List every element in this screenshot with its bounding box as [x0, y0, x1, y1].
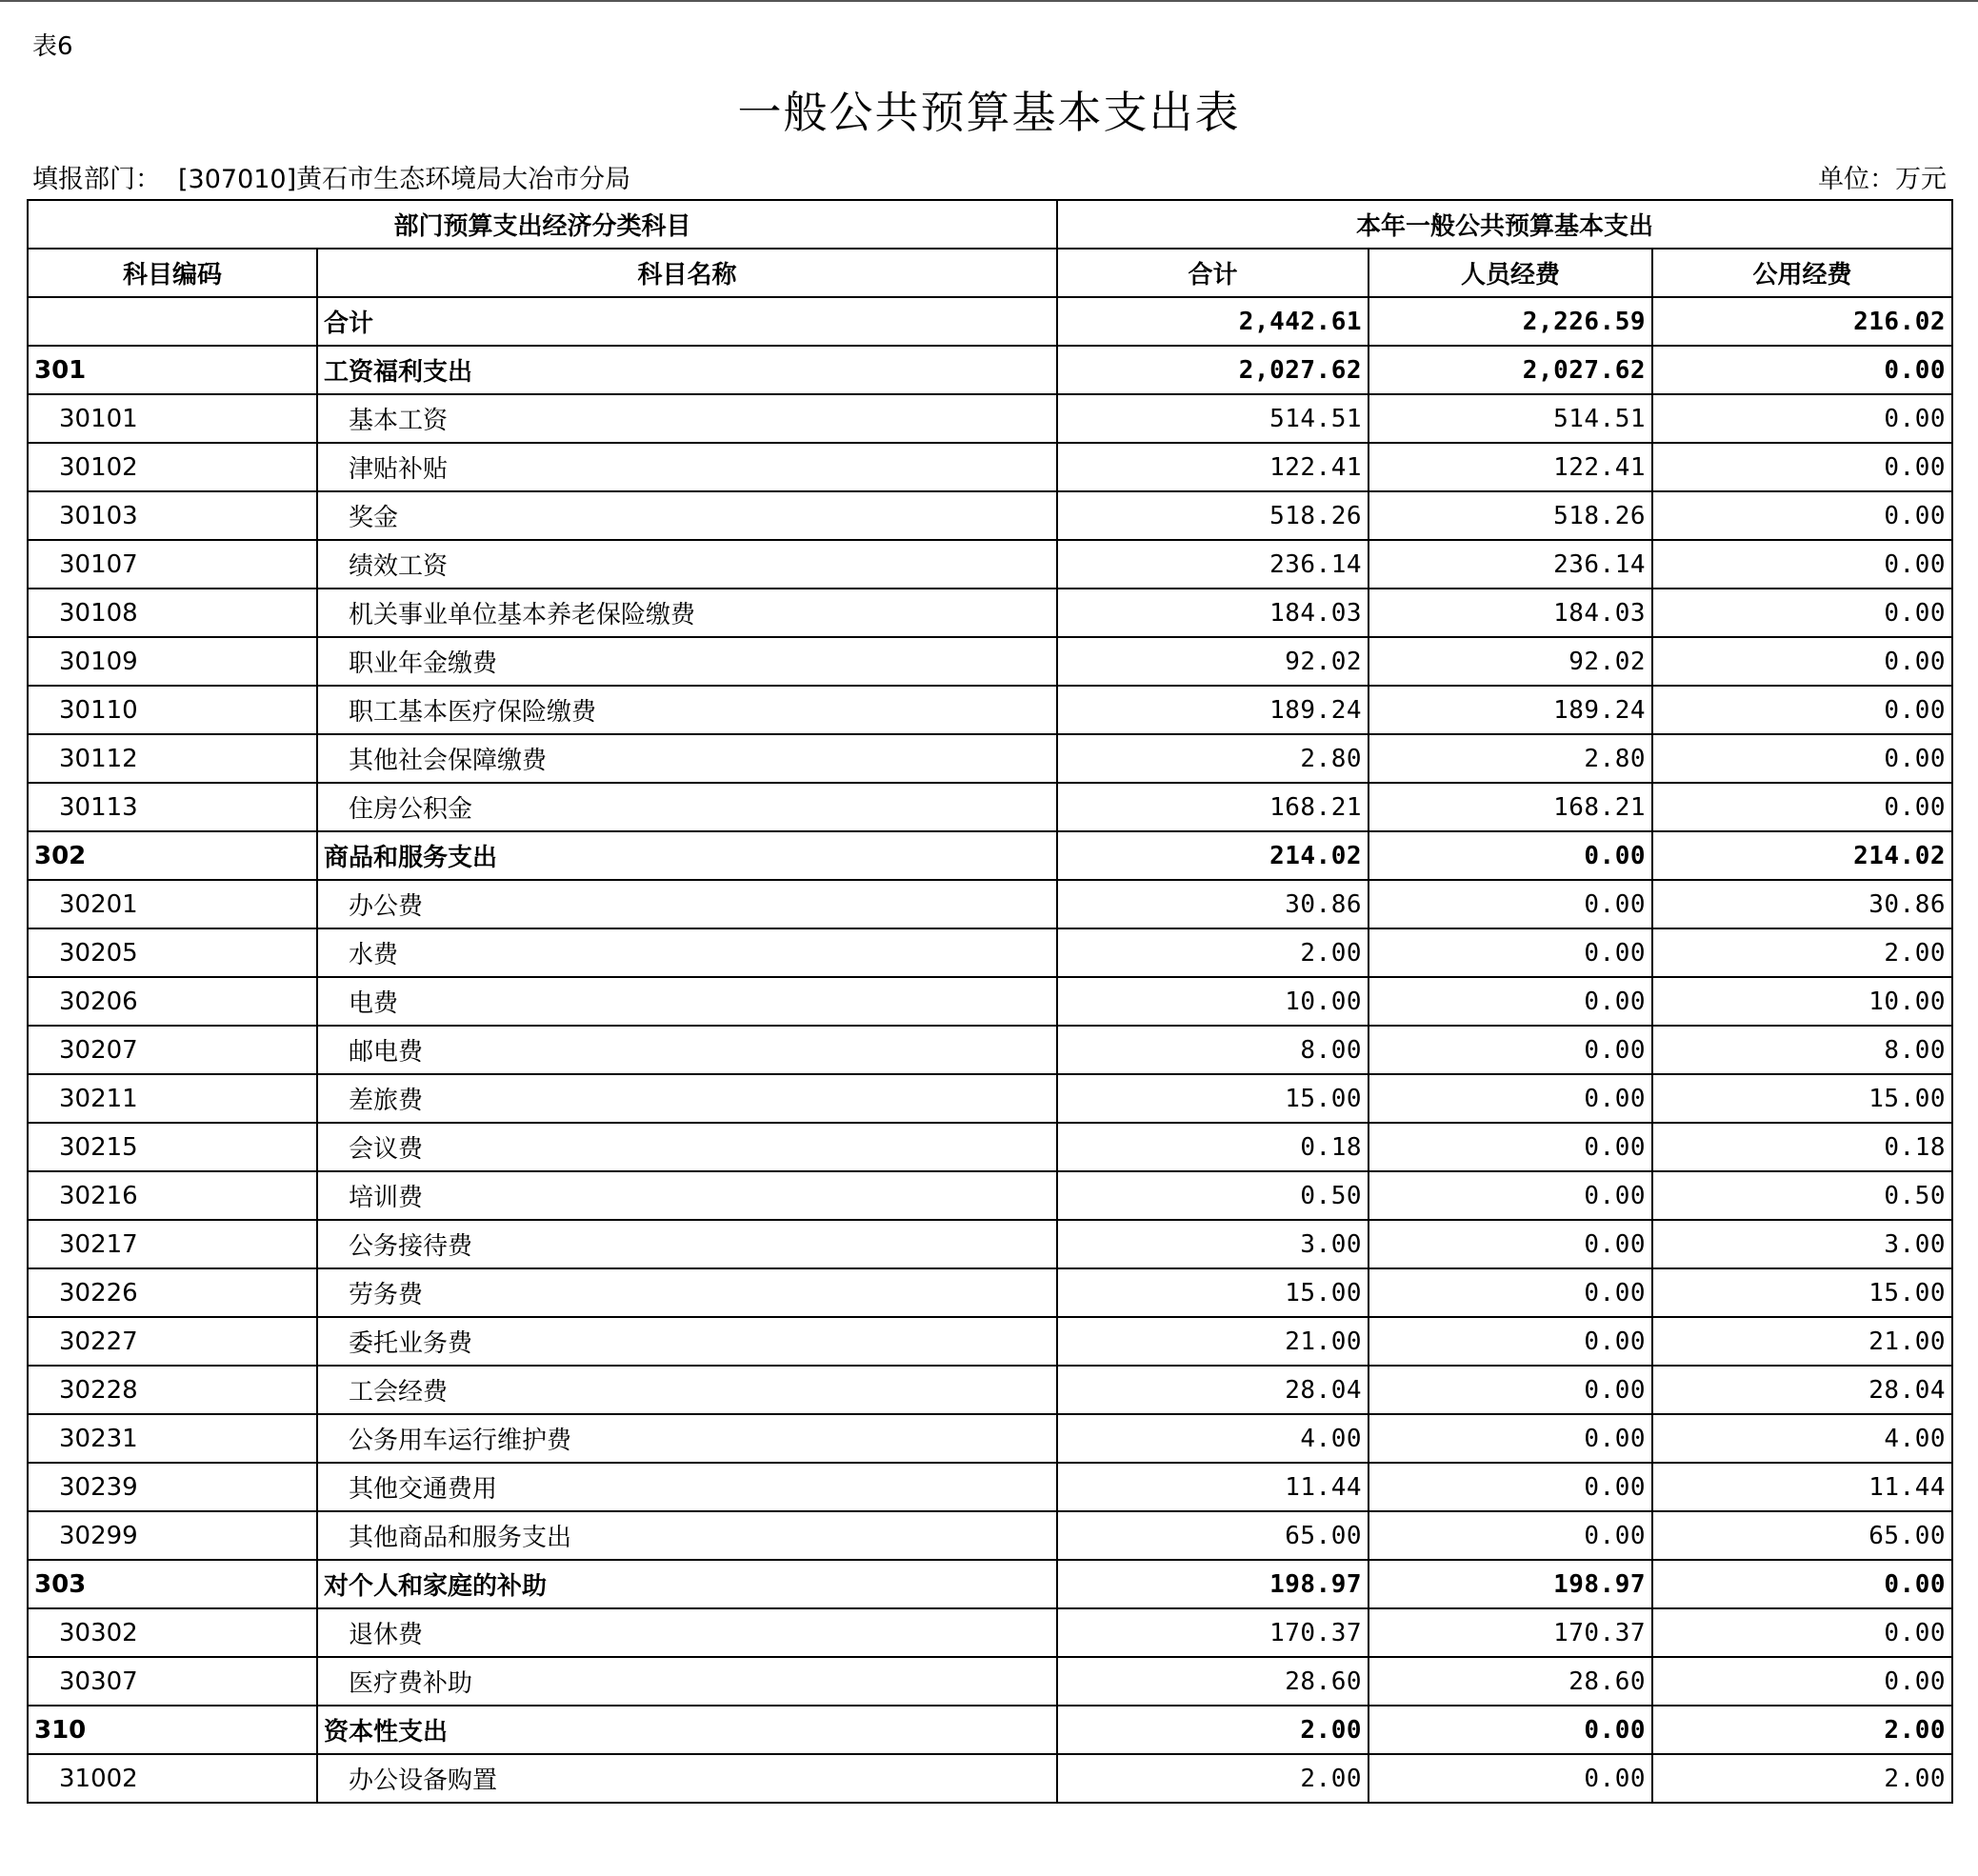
row-total: 92.02 — [1057, 637, 1369, 686]
row-public: 0.00 — [1652, 491, 1952, 540]
table-row — [28, 1463, 1952, 1511]
row-code: 30201 — [28, 880, 317, 928]
row-name: 电费 — [317, 977, 1057, 1026]
row-code: 30226 — [28, 1268, 317, 1317]
row-code — [28, 297, 317, 346]
row-code: 302 — [28, 831, 317, 880]
row-name: 其他交通费用 — [317, 1463, 1057, 1511]
row-code: 30110 — [28, 686, 317, 734]
table-row — [28, 831, 1952, 880]
table-number: 表6 — [32, 32, 73, 61]
row-name: 培训费 — [317, 1171, 1057, 1220]
table-row — [28, 1414, 1952, 1463]
row-name: 奖金 — [317, 491, 1057, 540]
row-code: 30107 — [28, 540, 317, 589]
row-total: 2.00 — [1057, 1706, 1369, 1754]
page-title: 一般公共预算基本支出表 — [737, 87, 1241, 138]
row-code: 30101 — [28, 394, 317, 443]
row-total: 3.00 — [1057, 1220, 1369, 1268]
row-name: 医疗费补助 — [317, 1657, 1057, 1706]
row-total: 15.00 — [1057, 1268, 1369, 1317]
row-total: 11.44 — [1057, 1463, 1369, 1511]
header-public: 公用经费 — [1652, 249, 1952, 297]
row-total: 2.80 — [1057, 734, 1369, 783]
row-code: 30205 — [28, 928, 317, 977]
row-code: 30215 — [28, 1123, 317, 1171]
row-total: 2,027.62 — [1057, 346, 1369, 394]
row-name: 资本性支出 — [317, 1706, 1057, 1754]
row-code: 303 — [28, 1560, 317, 1608]
row-name: 劳务费 — [317, 1268, 1057, 1317]
row-name: 委托业务费 — [317, 1317, 1057, 1366]
row-public: 28.04 — [1652, 1366, 1952, 1414]
row-public: 2.00 — [1652, 928, 1952, 977]
table-row — [28, 1123, 1952, 1171]
row-public: 3.00 — [1652, 1220, 1952, 1268]
table-row — [28, 1511, 1952, 1560]
row-total: 168.21 — [1057, 783, 1369, 831]
row-total: 28.60 — [1057, 1657, 1369, 1706]
row-name: 商品和服务支出 — [317, 831, 1057, 880]
top-border-line — [0, 0, 1978, 2]
row-total: 2.00 — [1057, 928, 1369, 977]
row-public: 0.00 — [1652, 540, 1952, 589]
row-personnel: 514.51 — [1369, 394, 1652, 443]
row-personnel: 184.03 — [1369, 589, 1652, 637]
row-total: 170.37 — [1057, 1608, 1369, 1657]
row-personnel: 92.02 — [1369, 637, 1652, 686]
row-public: 8.00 — [1652, 1026, 1952, 1074]
row-personnel: 0.00 — [1369, 1268, 1652, 1317]
row-code: 30102 — [28, 443, 317, 491]
table-row — [28, 977, 1952, 1026]
row-total: 28.04 — [1057, 1366, 1369, 1414]
row-name: 工会经费 — [317, 1366, 1057, 1414]
row-total: 10.00 — [1057, 977, 1369, 1026]
row-total: 122.41 — [1057, 443, 1369, 491]
row-total: 15.00 — [1057, 1074, 1369, 1123]
row-public: 0.00 — [1652, 686, 1952, 734]
row-public: 214.02 — [1652, 831, 1952, 880]
row-code: 301 — [28, 346, 317, 394]
row-name: 公务用车运行维护费 — [317, 1414, 1057, 1463]
row-name: 绩效工资 — [317, 540, 1057, 589]
row-personnel: 122.41 — [1369, 443, 1652, 491]
header-basic-expenditure: 本年一般公共预算基本支出 — [1057, 200, 1952, 249]
row-code: 30239 — [28, 1463, 317, 1511]
unit-label: 单位：万元 — [1818, 165, 1947, 194]
header-personnel: 人员经费 — [1369, 249, 1652, 297]
row-total: 0.18 — [1057, 1123, 1369, 1171]
row-name: 其他商品和服务支出 — [317, 1511, 1057, 1560]
row-total: 189.24 — [1057, 686, 1369, 734]
row-total: 4.00 — [1057, 1414, 1369, 1463]
header-group-row — [28, 200, 1952, 249]
table-row — [28, 734, 1952, 783]
row-public: 15.00 — [1652, 1268, 1952, 1317]
row-code: 30206 — [28, 977, 317, 1026]
row-personnel: 0.00 — [1369, 1123, 1652, 1171]
row-public: 0.00 — [1652, 346, 1952, 394]
row-personnel: 2,226.59 — [1369, 297, 1652, 346]
row-code: 30112 — [28, 734, 317, 783]
row-name: 退休费 — [317, 1608, 1057, 1657]
row-public: 2.00 — [1652, 1706, 1952, 1754]
table-row — [28, 1657, 1952, 1706]
row-public: 0.00 — [1652, 394, 1952, 443]
row-personnel: 236.14 — [1369, 540, 1652, 589]
row-public: 65.00 — [1652, 1511, 1952, 1560]
row-total: 236.14 — [1057, 540, 1369, 589]
table-row — [28, 1706, 1952, 1754]
row-public: 0.18 — [1652, 1123, 1952, 1171]
table-row — [28, 589, 1952, 637]
row-personnel: 0.00 — [1369, 928, 1652, 977]
header-economic-category: 部门预算支出经济分类科目 — [28, 200, 1057, 249]
row-total: 214.02 — [1057, 831, 1369, 880]
row-name: 职工基本医疗保险缴费 — [317, 686, 1057, 734]
row-personnel: 0.00 — [1369, 1220, 1652, 1268]
row-name: 对个人和家庭的补助 — [317, 1560, 1057, 1608]
row-name: 差旅费 — [317, 1074, 1057, 1123]
table-row — [28, 1317, 1952, 1366]
row-personnel: 0.00 — [1369, 977, 1652, 1026]
row-code: 30299 — [28, 1511, 317, 1560]
table-row — [28, 297, 1952, 346]
row-name: 办公设备购置 — [317, 1754, 1057, 1803]
row-personnel: 0.00 — [1369, 1366, 1652, 1414]
row-personnel: 0.00 — [1369, 1706, 1652, 1754]
row-name: 基本工资 — [317, 394, 1057, 443]
header-code: 科目编码 — [28, 249, 317, 297]
row-name: 职业年金缴费 — [317, 637, 1057, 686]
row-code: 30216 — [28, 1171, 317, 1220]
row-public: 4.00 — [1652, 1414, 1952, 1463]
table-row — [28, 1074, 1952, 1123]
row-name: 其他社会保障缴费 — [317, 734, 1057, 783]
row-public: 0.00 — [1652, 1657, 1952, 1706]
row-name: 机关事业单位基本养老保险缴费 — [317, 589, 1057, 637]
row-name: 津贴补贴 — [317, 443, 1057, 491]
row-public: 30.86 — [1652, 880, 1952, 928]
row-public: 0.00 — [1652, 1560, 1952, 1608]
header-total: 合计 — [1057, 249, 1369, 297]
table-row — [28, 928, 1952, 977]
row-personnel: 0.00 — [1369, 1414, 1652, 1463]
row-code: 30108 — [28, 589, 317, 637]
row-public: 15.00 — [1652, 1074, 1952, 1123]
table-row — [28, 443, 1952, 491]
table-row — [28, 637, 1952, 686]
row-code: 310 — [28, 1706, 317, 1754]
row-name: 合计 — [317, 297, 1057, 346]
row-total: 2.00 — [1057, 1754, 1369, 1803]
table-row — [28, 1608, 1952, 1657]
row-public: 0.00 — [1652, 1608, 1952, 1657]
row-personnel: 0.00 — [1369, 1026, 1652, 1074]
row-personnel: 0.00 — [1369, 1463, 1652, 1511]
table-row — [28, 686, 1952, 734]
row-code: 30207 — [28, 1026, 317, 1074]
row-public: 11.44 — [1652, 1463, 1952, 1511]
table-row — [28, 394, 1952, 443]
row-public: 21.00 — [1652, 1317, 1952, 1366]
row-name: 办公费 — [317, 880, 1057, 928]
row-public: 0.00 — [1652, 589, 1952, 637]
row-total: 198.97 — [1057, 1560, 1369, 1608]
reporting-department — [32, 158, 630, 195]
row-name: 会议费 — [317, 1123, 1057, 1171]
row-code: 30228 — [28, 1366, 317, 1414]
row-total: 65.00 — [1057, 1511, 1369, 1560]
table-row — [28, 540, 1952, 589]
row-personnel: 0.00 — [1369, 831, 1652, 880]
row-personnel: 0.00 — [1369, 1074, 1652, 1123]
table-row — [28, 346, 1952, 394]
table-row — [28, 1366, 1952, 1414]
budget-table — [27, 199, 1953, 1804]
table-row — [28, 1026, 1952, 1074]
row-name: 公务接待费 — [317, 1220, 1057, 1268]
table-row — [28, 783, 1952, 831]
table-row — [28, 1754, 1952, 1803]
row-personnel: 0.00 — [1369, 880, 1652, 928]
row-personnel: 28.60 — [1369, 1657, 1652, 1706]
row-code: 30227 — [28, 1317, 317, 1366]
header-name: 科目名称 — [317, 249, 1057, 297]
row-code: 31002 — [28, 1754, 317, 1803]
row-public: 10.00 — [1652, 977, 1952, 1026]
table-row — [28, 1560, 1952, 1608]
header-column-row — [28, 249, 1952, 297]
row-code: 30103 — [28, 491, 317, 540]
row-name: 工资福利支出 — [317, 346, 1057, 394]
row-personnel: 518.26 — [1369, 491, 1652, 540]
row-public: 216.02 — [1652, 297, 1952, 346]
row-personnel: 189.24 — [1369, 686, 1652, 734]
row-code: 30307 — [28, 1657, 317, 1706]
row-code: 30113 — [28, 783, 317, 831]
row-public: 0.00 — [1652, 443, 1952, 491]
row-total: 30.86 — [1057, 880, 1369, 928]
row-personnel: 0.00 — [1369, 1754, 1652, 1803]
row-name: 水费 — [317, 928, 1057, 977]
row-code: 30217 — [28, 1220, 317, 1268]
row-total: 0.50 — [1057, 1171, 1369, 1220]
row-name: 住房公积金 — [317, 783, 1057, 831]
row-total: 514.51 — [1057, 394, 1369, 443]
table-row — [28, 1171, 1952, 1220]
table-row — [28, 1268, 1952, 1317]
row-public: 0.00 — [1652, 783, 1952, 831]
row-total: 21.00 — [1057, 1317, 1369, 1366]
row-personnel: 198.97 — [1369, 1560, 1652, 1608]
row-total: 8.00 — [1057, 1026, 1369, 1074]
row-personnel: 170.37 — [1369, 1608, 1652, 1657]
table-row — [28, 880, 1952, 928]
row-public: 0.50 — [1652, 1171, 1952, 1220]
row-personnel: 0.00 — [1369, 1171, 1652, 1220]
row-public: 2.00 — [1652, 1754, 1952, 1803]
row-total: 518.26 — [1057, 491, 1369, 540]
row-public: 0.00 — [1652, 734, 1952, 783]
table-row — [28, 491, 1952, 540]
row-code: 30211 — [28, 1074, 317, 1123]
row-code: 30109 — [28, 637, 317, 686]
department-name: [307010]黄石市生态环境局大冶市分局 — [178, 165, 631, 194]
row-code: 30302 — [28, 1608, 317, 1657]
row-personnel: 0.00 — [1369, 1317, 1652, 1366]
row-total: 184.03 — [1057, 589, 1369, 637]
table-body — [28, 297, 1952, 1803]
row-public: 0.00 — [1652, 637, 1952, 686]
row-name: 邮电费 — [317, 1026, 1057, 1074]
row-code: 30231 — [28, 1414, 317, 1463]
row-personnel: 2.80 — [1369, 734, 1652, 783]
row-personnel: 2,027.62 — [1369, 346, 1652, 394]
row-personnel: 168.21 — [1369, 783, 1652, 831]
department-label: 填报部门： — [32, 165, 161, 194]
row-total: 2,442.61 — [1057, 297, 1369, 346]
table-row — [28, 1220, 1952, 1268]
row-personnel: 0.00 — [1369, 1511, 1652, 1560]
